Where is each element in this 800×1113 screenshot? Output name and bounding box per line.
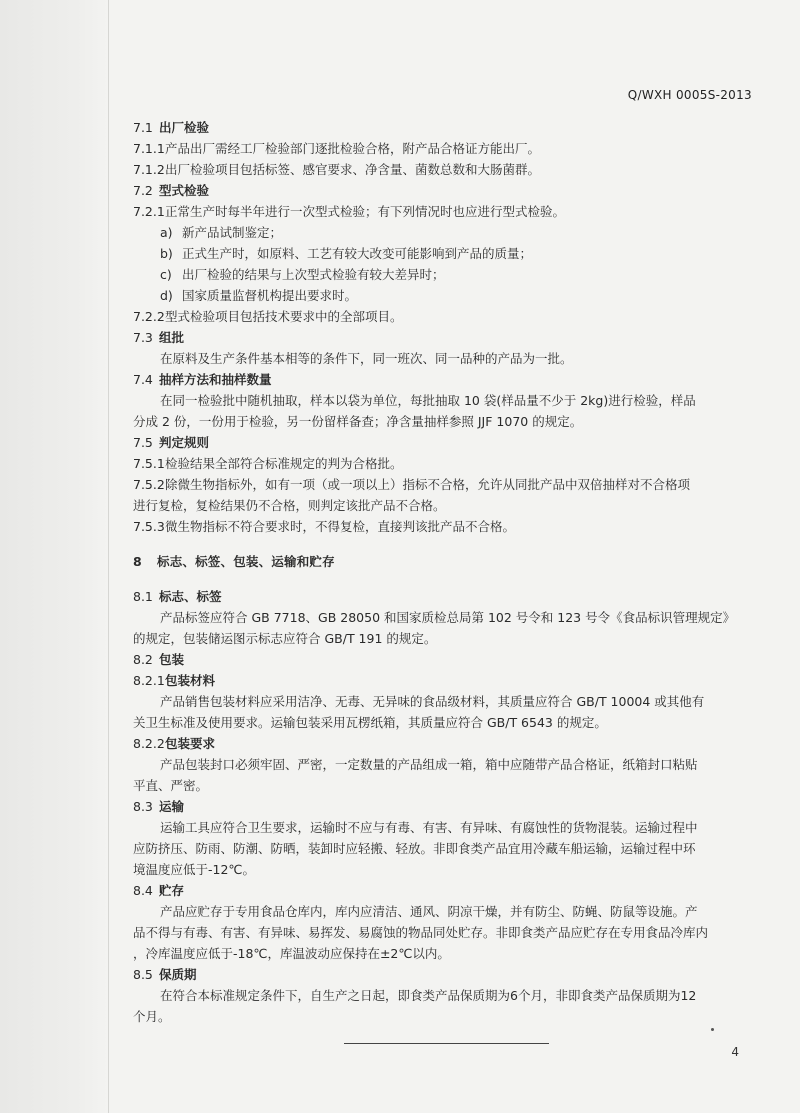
clause bbox=[133, 516, 763, 537]
section-heading bbox=[133, 180, 763, 201]
clause-text: 产品出厂需经工厂检验部门逐批检验合格，附产品合格证方能出厂。 bbox=[165, 141, 541, 156]
list-item bbox=[133, 243, 763, 264]
left-margin-shadow bbox=[0, 0, 109, 1113]
section-title: 贮存 bbox=[159, 883, 185, 898]
section-title: 组批 bbox=[159, 330, 185, 345]
section-heading bbox=[133, 432, 763, 453]
section-number: 7.3 bbox=[133, 330, 153, 345]
page-number: 4 bbox=[731, 1045, 739, 1059]
footer-rule bbox=[344, 1043, 549, 1044]
section-title: 标志、标签 bbox=[159, 589, 222, 604]
paragraph-line: 产品销售包装材料应采用洁净、无毒、无异味的食品级材料，其质量应符合 GB/T 10004 或其他有 bbox=[160, 694, 705, 709]
section-title: 出厂检验 bbox=[159, 120, 210, 135]
list-label: a) bbox=[160, 225, 173, 240]
section-heading bbox=[133, 117, 763, 138]
section-number: 8.2 bbox=[133, 652, 153, 667]
paragraph-line: 品不得与有毒、有害、有异味、易挥发、易腐蚀的物品同处贮存。非即食类产品应贮存在专用食品冷库内 bbox=[133, 925, 709, 940]
section-number: 8.2.1 bbox=[133, 673, 165, 688]
section-heading bbox=[133, 649, 763, 670]
clause-number: 7.1.1 bbox=[133, 141, 165, 156]
list-text: 正式生产时，如原料、工艺有较大改变可能影响到产品的质量； bbox=[182, 246, 533, 261]
paragraph-line: 关卫生标准及使用要求。运输包装采用瓦楞纸箱，其质量应符合 GB/T 6543 的规定。 bbox=[133, 715, 607, 730]
section-title: 包装材料 bbox=[165, 673, 216, 688]
standard-code: Q/WXH 0005S-2013 bbox=[627, 88, 752, 102]
section-title: 包装 bbox=[159, 652, 185, 667]
section-number: 8.4 bbox=[133, 883, 153, 898]
section-heading bbox=[133, 670, 763, 691]
chapter-title: 标志、标签、包装、运输和贮存 bbox=[157, 554, 335, 569]
paragraph-line: 进行复检，复检结果仍不合格，则判定该批产品不合格。 bbox=[133, 498, 446, 513]
document-body bbox=[133, 117, 763, 1027]
clause-text: 检验结果全部符合标准规定的判为合格批。 bbox=[165, 456, 403, 471]
section-number: 7.2 bbox=[133, 183, 153, 198]
section-number: 7.1 bbox=[133, 120, 153, 135]
paragraph-line: 在同一检验批中随机抽取，样本以袋为单位，每批抽取 10 袋(样品量不少于 2kg)进行检验，样品 bbox=[160, 393, 696, 408]
paragraph-line: 产品标签应符合 GB 7718、GB 28050 和国家质检总局第 102 号令和 123 号令《食品标识管理规定》 bbox=[160, 610, 736, 625]
section-heading bbox=[133, 586, 763, 607]
section-number: 8.3 bbox=[133, 799, 153, 814]
clause-text: 正常生产时每半年进行一次型式检验；有下列情况时也应进行型式检验。 bbox=[165, 204, 566, 219]
clause-number: 7.2.2 bbox=[133, 309, 165, 324]
paragraph-line: 在符合本标准规定条件下，自生产之日起，即食类产品保质期为6个月，非即食类产品保质期为12 bbox=[160, 988, 697, 1003]
paragraph-line: 平直、严密。 bbox=[133, 778, 209, 793]
clause bbox=[133, 306, 763, 327]
section-title: 包装要求 bbox=[165, 736, 216, 751]
list-item bbox=[133, 285, 763, 306]
paragraph-line: 个月。 bbox=[133, 1009, 171, 1024]
clause-number: 7.5.3 bbox=[133, 519, 165, 534]
clause-number: 7.1.2 bbox=[133, 162, 165, 177]
section-number: 8.2.2 bbox=[133, 736, 165, 751]
clause-number: 7.2.1 bbox=[133, 204, 165, 219]
chapter-number: 8 bbox=[133, 554, 142, 569]
list-label: c) bbox=[160, 267, 172, 282]
paragraph-line: 分成 2 份，一份用于检验，另一份留样备查；净含量抽样参照 JJF 1070 的规定。 bbox=[133, 414, 583, 429]
section-title: 抽样方法和抽样数量 bbox=[159, 372, 272, 387]
paragraph-line: ，冷库温度应低于-18℃，库温波动应保持在±2℃以内。 bbox=[133, 946, 450, 961]
list-text: 国家质量监督机构提出要求时。 bbox=[182, 288, 358, 303]
clause-text: 出厂检验项目包括标签、感官要求、净含量、菌数总数和大肠菌群。 bbox=[165, 162, 541, 177]
section-number: 7.5 bbox=[133, 435, 153, 450]
section-number: 7.4 bbox=[133, 372, 153, 387]
clause-text: 型式检验项目包括技术要求中的全部项目。 bbox=[165, 309, 403, 324]
clause bbox=[133, 138, 763, 159]
paragraph-line: 在原料及生产条件基本相等的条件下，同一班次、同一品种的产品为一批。 bbox=[160, 351, 573, 366]
paragraph-line: 境温度应低于-12℃。 bbox=[133, 862, 255, 877]
paragraph-line: 应防挤压、防雨、防潮、防晒，装卸时应轻搬、轻放。非即食类产品宜用冷藏车船运输，运输过程中环 bbox=[133, 841, 696, 856]
section-title: 判定规则 bbox=[159, 435, 210, 450]
list-item bbox=[133, 222, 763, 243]
section-heading bbox=[133, 880, 763, 901]
list-label: b) bbox=[160, 246, 173, 261]
section-title: 运输 bbox=[159, 799, 185, 814]
scan-speck bbox=[711, 1028, 714, 1031]
clause-text: 微生物指标不符合要求时，不得复检，直接判该批产品不合格。 bbox=[165, 519, 516, 534]
paragraph-line: 产品应贮存于专用食品仓库内，库内应清洁、通风、阴凉干燥，并有防尘、防蝇、防鼠等设施。产 bbox=[160, 904, 698, 919]
section-title: 型式检验 bbox=[159, 183, 210, 198]
clause bbox=[133, 159, 763, 180]
clause-number: 7.5.2 bbox=[133, 477, 165, 492]
clause bbox=[133, 201, 763, 222]
list-item bbox=[133, 264, 763, 285]
section-number: 8.1 bbox=[133, 589, 153, 604]
list-label: d) bbox=[160, 288, 173, 303]
clause bbox=[133, 453, 763, 474]
section-heading bbox=[133, 369, 763, 390]
chapter-heading bbox=[133, 551, 763, 572]
section-heading bbox=[133, 733, 763, 754]
list-text: 新产品试制鉴定； bbox=[182, 225, 283, 240]
clause-number: 7.5.1 bbox=[133, 456, 165, 471]
paragraph-line: 的规定，包装储运图示标志应符合 GB/T 191 的规定。 bbox=[133, 631, 437, 646]
section-heading bbox=[133, 796, 763, 817]
clause bbox=[133, 474, 763, 495]
section-heading bbox=[133, 327, 763, 348]
list-text: 出厂检验的结果与上次型式检验有较大差异时； bbox=[182, 267, 445, 282]
paragraph-line: 产品包装封口必须牢固、严密，一定数量的产品组成一箱，箱中应随带产品合格证，纸箱封口粘贴 bbox=[160, 757, 698, 772]
clause-text: 除微生物指标外，如有一项（或一项以上）指标不合格，允许从同批产品中双倍抽样对不合格项 bbox=[165, 477, 691, 492]
section-heading bbox=[133, 964, 763, 985]
section-number: 8.5 bbox=[133, 967, 153, 982]
paragraph-line: 运输工具应符合卫生要求，运输时不应与有毒、有害、有异味、有腐蚀性的货物混装。运输过程中 bbox=[160, 820, 698, 835]
section-title: 保质期 bbox=[159, 967, 197, 982]
